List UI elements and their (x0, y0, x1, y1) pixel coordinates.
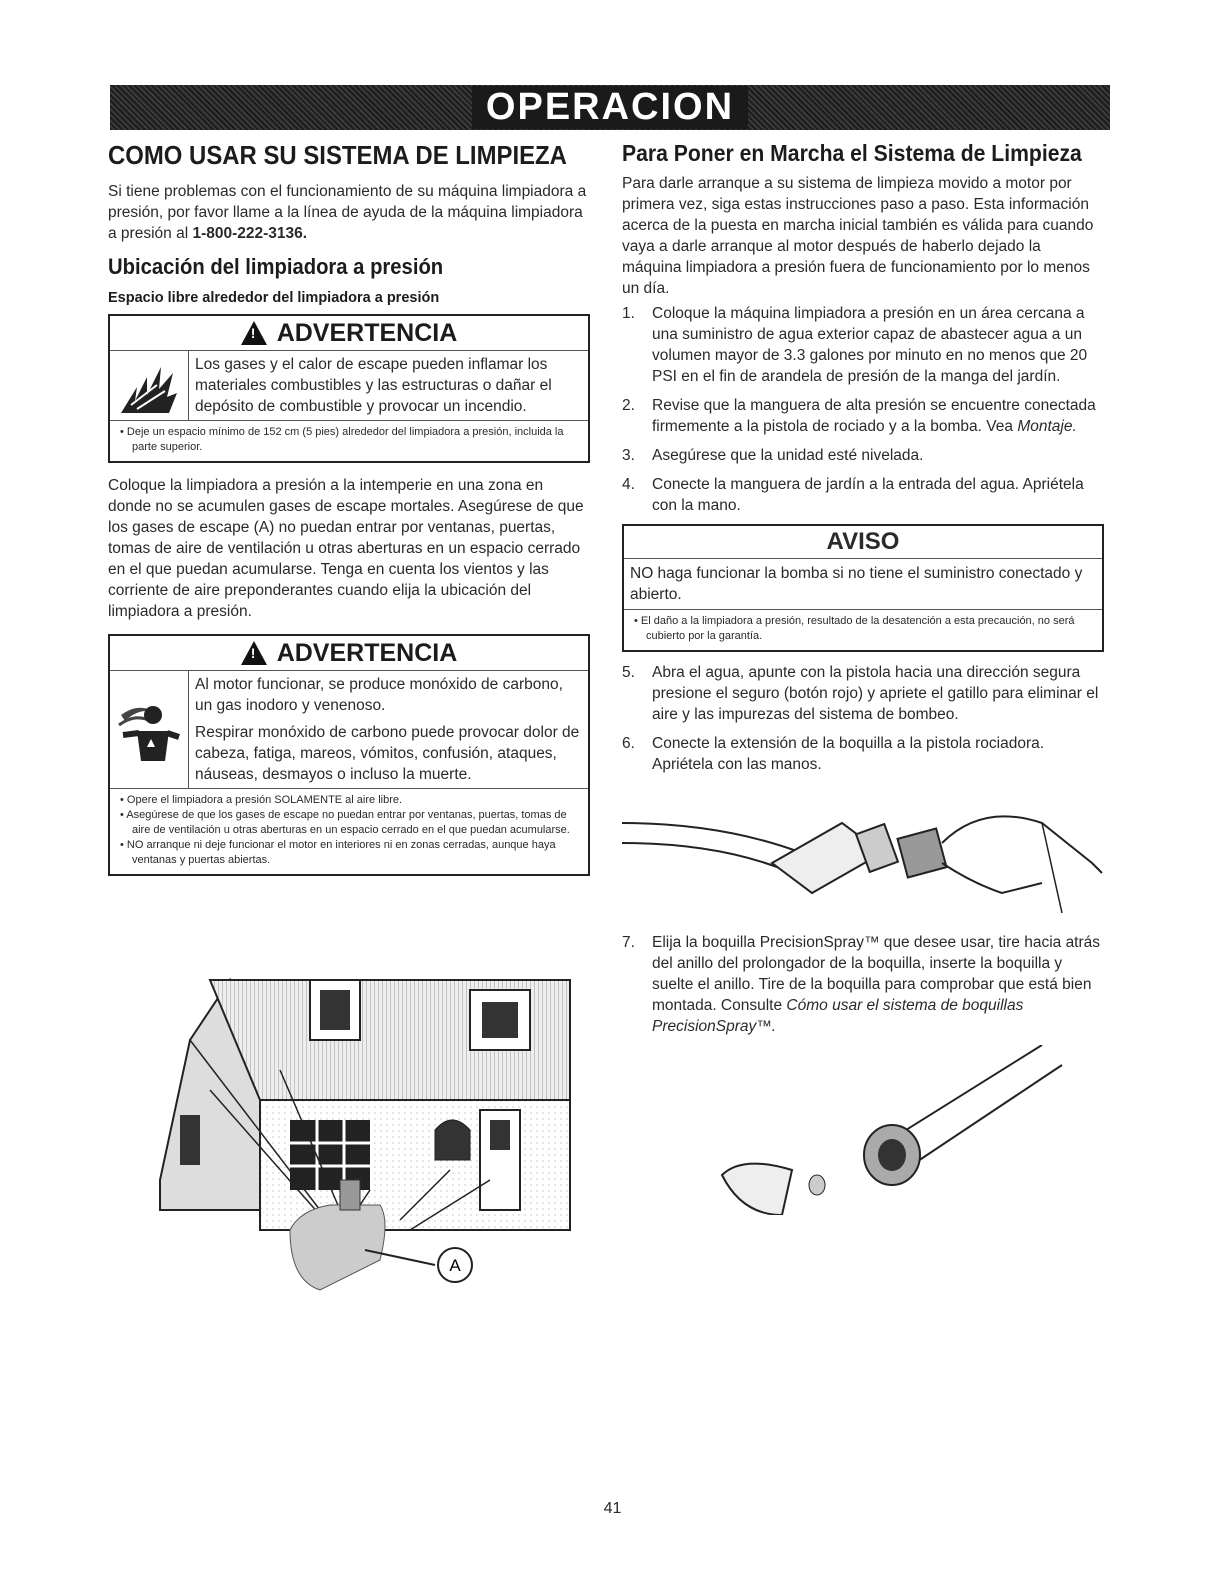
help-phone: 1-800-222-3136. (192, 225, 308, 242)
warning-note-text: Asegúrese de que los gases de escape no puedan entrar por ventanas, puertas, tomas de aire de ventilación u otras aberturas en un espacio cerrado en el que puedan acumularse. (126, 809, 570, 836)
warning-note: • Asegúrese de que los gases de escape no puedan entrar por ventanas, puertas, tomas de aire de ventilación u otras aberturas en un espacio cerrado en el que puedan acumularse. (120, 809, 570, 836)
list-item (622, 474, 1104, 516)
warning-text (189, 671, 588, 788)
step-text: Conecte la manguera de jardín a la entrada del agua. Apriétela con la mano. (652, 476, 1084, 514)
location-body: Coloque la limpiadora a presión a la intemperie en una zona en donde no se acumulen gases de escape mortales. Asegúrese de que los gases de escape (A) no puedan entrar por ventanas, puertas, tomas de aire de ventilación u otras aberturas en un espacio cerrado en el que puedan acumularse. Tenga en cuenta los vientos y las corriente de aire preponderantes cuando elija la ubicación del limpiadora a presión. (108, 477, 584, 620)
step-number: 4. (622, 476, 635, 493)
step-text-main: Revise que la manguera de alta presión se encuentre conectada firmemente a la pistola de rociado y a la bomba. Vea (652, 397, 1096, 435)
warning-notes (110, 788, 588, 874)
callout-label-a: A (449, 1256, 461, 1275)
toxic-gas-icon (110, 671, 189, 788)
left-intro-text: Si tiene problemas con el funcionamiento de su máquina limpiadora a presión, por favor llame a la línea de ayuda de la máquina limpiadora a presión al (108, 183, 587, 242)
step-number: 3. (622, 447, 635, 464)
step-number: 1. (622, 305, 635, 322)
location-title: Ubicación del limpiadora a presión (108, 254, 444, 279)
nozzle-insert-illustration (622, 1045, 1104, 1215)
steps-list-2 (622, 662, 1104, 775)
notice-title: AVISO (624, 526, 1102, 559)
notice-text: NO haga funcionar la bomba si no tiene el suministro conectado y abierto. (624, 559, 1102, 610)
step-text (652, 932, 1104, 1037)
warning-title: ADVERTENCIA (276, 318, 458, 347)
step-text: Asegúrese que la unidad esté nivelada. (652, 447, 924, 464)
left-title: COMO USAR SU SISTEMA DE LIMPIEZA (108, 140, 567, 170)
step-text: Conecte la extensión de la boquilla a la pistola rociadora. Apriétela con las manos. (652, 735, 1045, 773)
fire-icon (110, 351, 189, 420)
warning-note-text: Deje un espacio mínimo de 152 cm (5 pies) alrededor del limpiadora a presión, incluida la parte superior. (126, 426, 564, 453)
list-item (622, 932, 1104, 1037)
warning-body (110, 350, 588, 420)
steps-list-3 (622, 932, 1104, 1037)
warning-note: • NO arranque ni deje funcionar el motor en interiores ni en zonas cerradas, aunque haya ventanas y puertas abiertas. (120, 839, 556, 866)
list-item (622, 662, 1104, 725)
warning-note: • Opere el limpiadora a presión SOLAMENTE al aire libre. (120, 794, 403, 806)
step-reference: Montaje. (1017, 418, 1077, 435)
nozzle-extension-illustration (622, 783, 1104, 923)
notice-box (622, 524, 1104, 652)
warning-triangle-icon (241, 641, 267, 665)
list-item (622, 445, 1104, 466)
warning-text-1: Al motor funcionar, se produce monóxido de carbono, un gas inodoro y venenoso. (195, 676, 563, 714)
step-number: 7. (622, 934, 635, 951)
list-item (622, 395, 1104, 437)
step-text-main: Elija la boquilla PrecisionSpray™ que desee usar, tire hacia atrás del anillo del prolongador de la boquilla, inserte la boquilla y suelte el anillo. Tire de la boquilla para comprobar que está bien montada. Consulte (652, 934, 1101, 1014)
warning-body (110, 670, 588, 788)
left-column (108, 140, 590, 888)
list-item (622, 303, 1104, 387)
warning-note-text: NO arranque ni deje funcionar el motor en interiores ni en zonas cerradas, aunque haya ventanas y puertas abiertas. (126, 839, 556, 866)
notice-note-text: El daño a la limpiadora a presión, resultado de la desatención a esta precaución, no será cubierto por la garantía. (640, 615, 1075, 642)
right-title: Para Poner en Marcha el Sistema de Limpieza (622, 140, 1082, 166)
banner-title: OPERACION (472, 86, 748, 129)
warning-notes (110, 420, 588, 461)
warning-note: • Deje un espacio mínimo de 152 cm (5 pies) alrededor del limpiadora a presión, incluida la parte superior. (120, 426, 564, 453)
step-text: Abra el agua, apunte con la pistola hacia una dirección segura presione el seguro (botón rojo) y apriete el gatillo para eliminar el aire y las impurezas del sistema de bombeo. (652, 664, 1099, 723)
step-reference: Cómo usar el sistema de boquillas PrecisionSpray™. (652, 997, 1024, 1035)
warning-text: Los gases y el calor de escape pueden inflamar los materiales combustibles y las estructuras o dañar el depósito de combustible y provocar un incendio. (195, 356, 552, 415)
step-text (652, 395, 1104, 437)
step-number: 6. (622, 735, 635, 752)
right-intro: Para darle arranque a su sistema de limpieza movido a motor por primera vez, siga estas instrucciones paso a paso. Esta información acerca de la puesta en marcha inicial también es válida para cuando vaya a darle arranque al motor después de haberlo dejado la máquina limpiadora a presión fuera de funcionamiento por lo menos un día. (622, 175, 1094, 297)
page-number: 41 (603, 1500, 622, 1517)
warning-note-text: Opere el limpiadora a presión SOLAMENTE al aire libre. (126, 794, 403, 806)
warning-title: ADVERTENCIA (276, 638, 458, 667)
steps-list (622, 303, 1104, 516)
section-banner (110, 85, 1110, 130)
warning-header (110, 316, 588, 350)
step-text: Coloque la máquina limpiadora a presión en un área cercana a una suministro de agua exterior capaz de abastecer agua a un volumen mayor de 3.3 galones por minuto en no menos que 20 PSI en el fin de arandela de presión de la manga del jardín. (652, 305, 1088, 385)
notice-note: • El daño a la limpiadora a presión, resultado de la desatención a esta precaución, no será cubierto por la garantía. (634, 615, 1075, 642)
step-number: 2. (622, 397, 635, 414)
left-intro (108, 181, 590, 244)
warning-triangle-icon (241, 321, 267, 345)
clearance-title: Espacio libre alrededor del limpiadora a presión (108, 290, 440, 306)
warning-fire-box (108, 314, 590, 463)
house-exhaust-illustration (150, 960, 600, 1330)
right-column (622, 140, 1104, 1220)
warning-co-box (108, 634, 590, 876)
list-item (622, 733, 1104, 775)
warning-text-2: Respirar monóxido de carbono puede provocar dolor de cabeza, fatiga, mareos, vómitos, confusión, ataques, náuseas, desmayos o incluso la muerte. (195, 724, 580, 783)
warning-header (110, 636, 588, 670)
step-number: 5. (622, 664, 635, 681)
